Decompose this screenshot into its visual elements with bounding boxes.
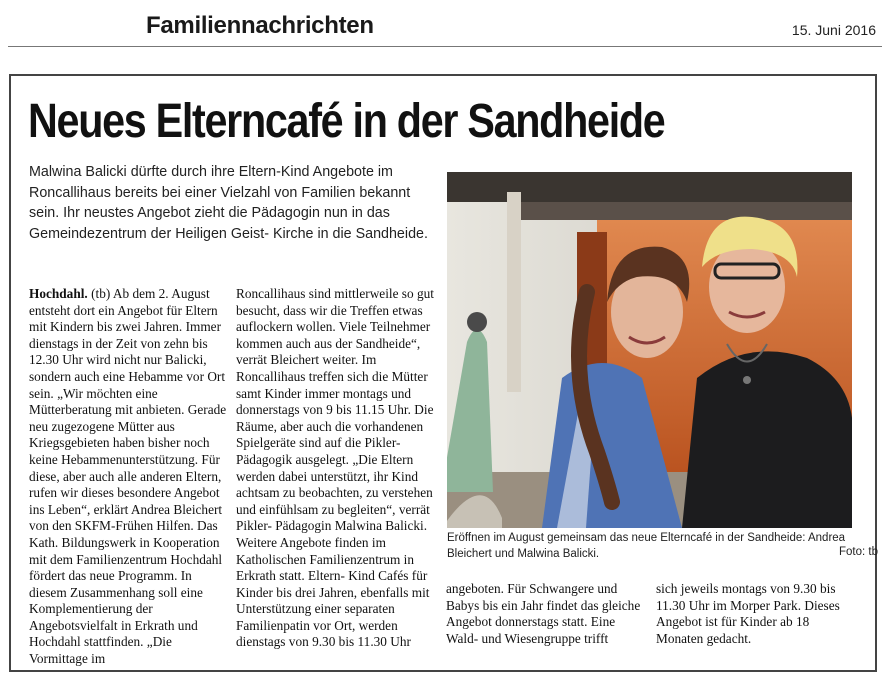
header-divider <box>8 46 882 47</box>
column-1-text: (tb) Ab dem 2. August entsteht dort ein Angebot für Eltern mit Kindern bis zwei Jahren. Immer dienstags in der Zeit von zehn bis 12.30 Uhr wird nicht nur Balicki, sondern auch eine Hebamme vor Ort sein. „Wir möchten eine Mütterberatung mit anbieten. Gerade neu zugezogene Mütter aus Kriegsgebieten haben bisher noch keine Hebammenunterstützung. Für diese, aber auch alle anderen Eltern, rufen wir dieses besondere Angebot ins Leben“, erklärt Andrea Bleichert von den SKFM-Frühen Hilfen. Das Kath. Bildungswerk in Kooperation mit dem Familienzentrum Hochdahl fördert das neue Programm. In diesem Zusammenhang soll eine Komplementierung der Angebotsvielfalt in Erkrath und Hochdahl stattfinden. „Die Vormittage im <box>29 286 227 667</box>
article-column-1 <box>29 286 227 668</box>
photo-caption: Eröffnen im August gemeinsam das neue Elterncafé in der Sandheide: Andrea Bleichert und Malwina Balicki. <box>447 532 846 560</box>
dateline: Hochdahl. <box>29 286 88 301</box>
article-column-2 <box>236 286 438 651</box>
article-column-4 <box>656 581 856 647</box>
article-column-3 <box>446 581 646 647</box>
article-lead <box>29 162 439 244</box>
photo-two-women-icon <box>447 172 852 528</box>
photo-credit: Foto: tb <box>839 546 878 558</box>
lead-text: Malwina Balicki dürfte durch ihre Eltern-Kind Angebote im Roncallihaus bereits bei einer Vielzahl von Familien bekannt sein. Ihr neustes Angebot zieht die Pädagogin nun in das Gemeindezentrum der Heiligen Geist- Kirche in die Sandheide. <box>29 164 428 242</box>
article-photo <box>447 172 852 528</box>
column-3-text: angeboten. Für Schwangere und Babys bis ein Jahr findet das gleiche Angebot donnerstags statt. Eine Wald- und Wiesengruppe trifft <box>446 581 641 646</box>
column-4-text: sich jeweils montags von 9.30 bis 11.30 Uhr im Morper Park. Dieses Angebot ist für Kinder ab 18 Monaten gedacht. <box>656 581 840 646</box>
column-2-text: Roncallihaus sind mittlerweile so gut besucht, dass wir die Treffen etwas auflockern wollen. Viele Teilnehmer kommen auch aus der Sandheide“, verrät Bleichert weiter. Im Roncallihaus treffen sich die Mütter samt Kinder immer montags und donnerstags von 9 bis 11.15 Uhr. Die Räume, aber auch die vorhandenen Spielgeräte sind auf die Pikler- Pädagogik ausgelegt. „Die Eltern werden dabei unterstützt, ihr Kind achtsam zu beobachten, zu verstehen und einfühlsam zu begleiten“, verrät Pikler- Pädagogin Malwina Balicki. Weitere Angebote finden im Katholischen Familienzentrum in Erkrath statt. Eltern- Kind Cafés für Kinder bis drei Jahren, ebenfalls mit Unterstützung einer separaten Familienpatin vor Ort, werden dienstags von 9.30 bis 11.30 Uhr <box>236 286 434 650</box>
issue-date: 15. Juni 2016 <box>791 22 876 38</box>
article-headline: Neues Elterncafé in der Sandheide <box>28 95 665 148</box>
section-title: Familiennachrichten <box>146 12 374 39</box>
